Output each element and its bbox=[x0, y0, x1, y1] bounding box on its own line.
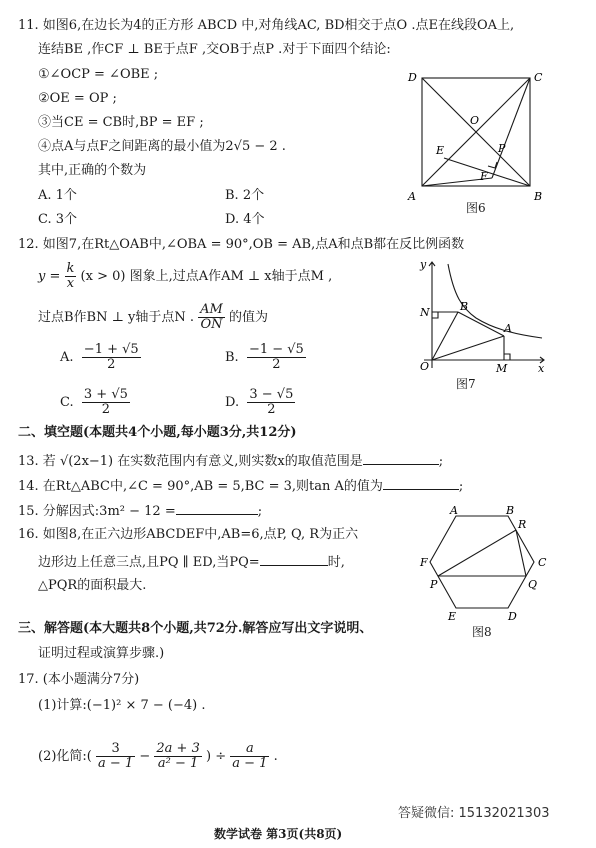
q15-answer-blank[interactable] bbox=[176, 502, 258, 515]
q14-text: 14. 在Rt△ABC中,∠C = 90°,AB = 5,BC = 3,则tan A的值为 bbox=[18, 479, 383, 494]
q17-part1: (1)计算:(−1)² × 7 − (−4) . bbox=[38, 698, 206, 713]
q14-answer-blank[interactable] bbox=[383, 477, 459, 490]
q17-frac1 bbox=[96, 742, 135, 771]
q12-option-c-num: 3 + √5 bbox=[83, 387, 128, 402]
q12-option-b-value bbox=[247, 343, 306, 372]
q12-on: ON bbox=[200, 317, 223, 332]
section-3-heading: 三、解答题(本大题共8个小题,共72分.解答应写出文字说明、 bbox=[18, 621, 373, 636]
q11-line2: 连结BE ,作CF ⊥ BE于点F ,交OB于点P .对于下面四个结论: bbox=[38, 42, 391, 57]
q15-text: 15. 分解因式:3m² − 12 = bbox=[18, 504, 176, 519]
q14-end: ; bbox=[458, 479, 464, 494]
q15-end: ; bbox=[257, 504, 263, 519]
q11-conclusion-3: ③当CE = CB时,BP = EF ; bbox=[38, 115, 204, 130]
q17-frac3 bbox=[230, 742, 269, 771]
q12-am-over-on bbox=[198, 303, 225, 332]
q17-frac2-den: a² − 1 bbox=[157, 756, 199, 771]
q12-option-c-den: 2 bbox=[101, 402, 111, 417]
q12-option-a-num: −1 + √5 bbox=[83, 342, 139, 357]
q13-text: 13. 若 √(2x−1) 在实数范围内有意义,则实数x的取值范围是 bbox=[18, 454, 363, 469]
q17-part2 bbox=[38, 742, 278, 776]
q13-end: ; bbox=[438, 454, 444, 469]
q12-option-a-letter: A. bbox=[60, 350, 74, 365]
q12-k-over-x bbox=[65, 262, 77, 291]
q12-option-a-value bbox=[82, 343, 141, 372]
fig7-label-a: A bbox=[504, 322, 512, 335]
q12-option-c bbox=[60, 388, 130, 422]
q12-line3 bbox=[38, 303, 268, 333]
fig7-label-x: x bbox=[538, 362, 545, 374]
q17-frac2-num: 2a + 3 bbox=[156, 741, 200, 756]
q12-option-d-num: 3 − √5 bbox=[249, 387, 294, 402]
q11-option-a: A. 1个 bbox=[38, 188, 77, 203]
fig6-label-e: E bbox=[436, 144, 445, 157]
q12-option-c-value bbox=[82, 388, 130, 417]
q12-line3-post: 的值为 bbox=[228, 310, 268, 325]
q17-frac1-num: 3 bbox=[96, 742, 135, 757]
q12-option-d-den: 2 bbox=[267, 402, 276, 417]
q12-line2 bbox=[38, 262, 332, 292]
q12-am: AM bbox=[200, 302, 223, 317]
q16-line1: 16. 如图8,在正六边形ABCDEF中,AB=6,点P, Q, R为正六 bbox=[18, 527, 359, 542]
fig6-label-o: O bbox=[470, 114, 480, 127]
q11-conclusion-4: ④点A与点F之间距离的最小值为2√5 − 2 . bbox=[38, 139, 286, 154]
q12-option-b-letter: B. bbox=[225, 350, 239, 365]
fig8-label-e: E bbox=[448, 610, 457, 620]
q12-k: k bbox=[66, 261, 75, 276]
q11-conclusion-1: ①∠OCP = ∠OBE ; bbox=[38, 67, 159, 82]
fig7-label-n: N bbox=[420, 306, 430, 319]
fig8-label-q: Q bbox=[528, 578, 538, 591]
q12-line2-rest: (x > 0) 图象上,过点A作AM ⊥ x轴于点M , bbox=[80, 269, 333, 284]
q11-option-c: C. 3个 bbox=[38, 212, 78, 227]
q11-conclusion-2: ②OE = OP ; bbox=[38, 91, 117, 106]
fig8-label-d: D bbox=[508, 610, 517, 620]
fig8-label-c: C bbox=[538, 556, 547, 569]
q16-line2-end: 时, bbox=[327, 555, 345, 570]
q12-option-d bbox=[225, 388, 295, 422]
q12-option-b-num: −1 − √5 bbox=[248, 342, 304, 357]
figure-8-caption: 图8 bbox=[472, 625, 492, 639]
q16-line2 bbox=[38, 553, 345, 571]
q12-line1: 12. 如图7,在Rt△OAB中,∠OBA = 90°,OB = AB,点A和点B都在反比例函数 bbox=[18, 237, 465, 252]
q17-divide: ) ÷ bbox=[205, 749, 227, 764]
q17-frac3-den: a − 1 bbox=[232, 756, 268, 771]
q17-frac1-den: a − 1 bbox=[98, 756, 134, 771]
q12-option-d-letter: D. bbox=[225, 395, 240, 410]
fig7-label-b: B bbox=[460, 300, 469, 313]
q11-question: 其中,正确的个数为 bbox=[38, 163, 147, 178]
q12-line3-pre: 过点B作BN ⊥ y轴于点N . bbox=[38, 310, 194, 325]
q12-x: x bbox=[66, 276, 75, 291]
fig8-label-b: B bbox=[506, 504, 515, 517]
q12-option-b-den: 2 bbox=[272, 357, 281, 372]
fig8-label-p: P bbox=[430, 578, 438, 591]
q14 bbox=[18, 477, 463, 495]
section-2-heading: 二、填空题(本题共4个小题,每小题3分,共12分) bbox=[18, 425, 297, 440]
fig7-label-m: M bbox=[496, 362, 508, 374]
q12-option-d-value bbox=[247, 388, 295, 417]
fig6-label-b: B bbox=[534, 190, 543, 203]
q12-option-c-letter: C. bbox=[60, 395, 74, 410]
q17-title: 17. (本小题满分7分) bbox=[18, 672, 140, 687]
figure-7-inverse-function-graph bbox=[412, 256, 552, 374]
q11-option-d: D. 4个 bbox=[225, 212, 265, 227]
q11-line1: 11. 如图6,在边长为4的正方形 ABCD 中,对角线AC, BD相交于点O .点E在线段OA上, bbox=[18, 18, 515, 33]
q16-line2-text: 边形边上任意三点,且PQ ∥ ED,当PQ= bbox=[38, 555, 260, 570]
fig6-label-f: F bbox=[480, 170, 488, 183]
figure-6-square-diagram bbox=[400, 68, 548, 216]
q12-y-equals: y = bbox=[38, 269, 61, 284]
q16-line3: △PQR的面积最大. bbox=[38, 578, 147, 593]
q13 bbox=[18, 452, 443, 470]
q15 bbox=[18, 502, 262, 520]
fig8-label-f: F bbox=[420, 556, 428, 569]
figure-7-caption: 图7 bbox=[456, 377, 476, 391]
q13-answer-blank[interactable] bbox=[363, 452, 439, 465]
q12-option-a bbox=[60, 343, 141, 377]
fig6-label-p: P bbox=[498, 142, 506, 155]
q17-frac3-num: a bbox=[230, 742, 269, 757]
q17-frac2 bbox=[154, 742, 201, 771]
q12-option-a-den: 2 bbox=[107, 357, 116, 372]
fig6-label-d: D bbox=[408, 71, 417, 84]
fig7-label-y: y bbox=[420, 258, 427, 271]
q17-minus: − bbox=[139, 749, 151, 764]
contact-watermark: 答疑微信: 15132021303 bbox=[398, 806, 550, 821]
fig8-label-a: A bbox=[450, 504, 458, 517]
q17-end: . bbox=[273, 749, 278, 764]
fig6-label-c: C bbox=[534, 71, 543, 84]
figure-6-caption: 图6 bbox=[466, 201, 486, 215]
fig7-label-o: O bbox=[420, 360, 430, 373]
q12-option-b bbox=[225, 343, 306, 377]
q16-answer-blank[interactable] bbox=[260, 553, 328, 566]
fig8-label-r: R bbox=[518, 518, 527, 531]
section-3-heading-cont: 证明过程或演算步骤.) bbox=[38, 646, 165, 661]
fig6-label-a: A bbox=[408, 190, 416, 203]
page-footer: 数学试卷 第3页(共8页) bbox=[214, 827, 343, 841]
figure-8-hexagon-diagram bbox=[418, 504, 552, 620]
q11-option-b: B. 2个 bbox=[225, 188, 265, 203]
q17-part2-prefix: (2)化简:( bbox=[38, 749, 92, 764]
